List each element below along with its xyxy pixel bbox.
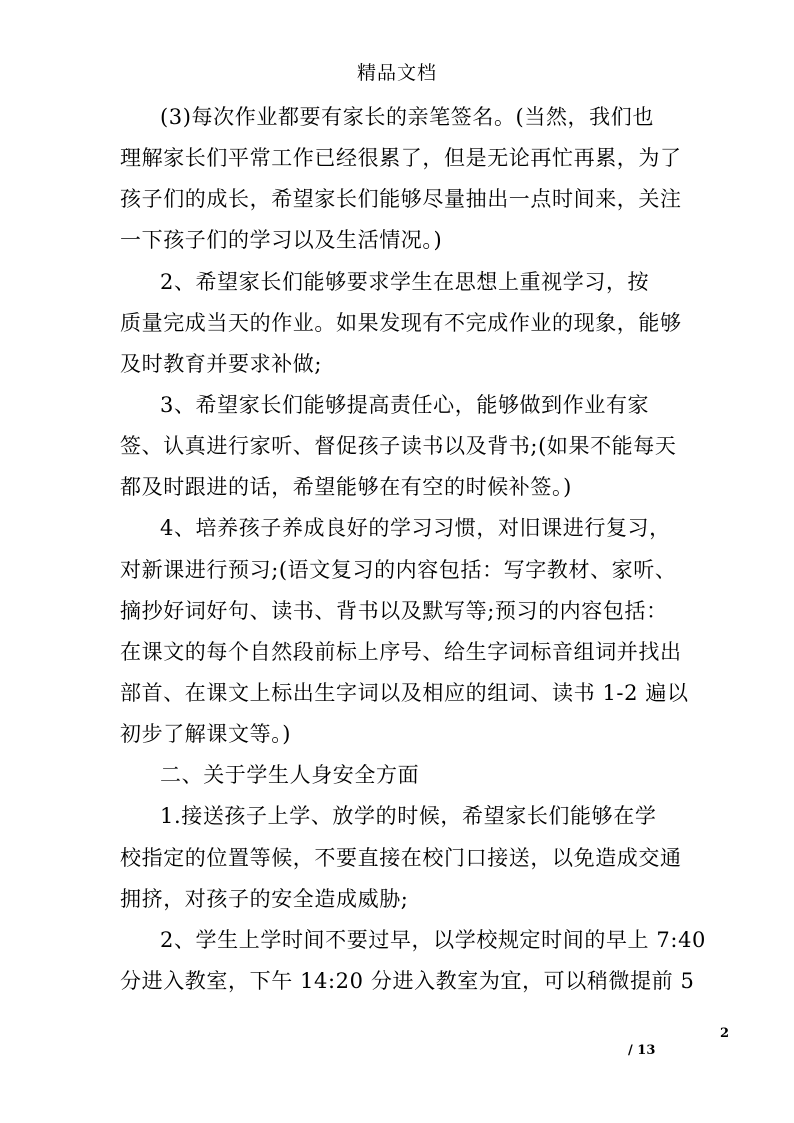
text-line: 在课文的每个自然段前标上序号、给生字词标音组词并找出 [120,640,682,664]
text-line: 3、希望家长们能够提高责任心，能够做到作业有家 [160,393,650,417]
text-line: 1.接送孩子上学、放学的时候，希望家长们能够在学 [160,804,657,828]
text-line: 都及时跟进的话，希望能够在有空的时候补签。) [120,475,572,499]
text-line: 2、希望家长们能够要求学生在思想上重视学习，按 [160,270,650,294]
text-line: 拥挤，对孩子的安全造成威胁; [120,887,409,911]
text-line: 校指定的位置等候，不要直接在校门口接送，以免造成交通 [120,846,682,870]
page-number: 2 [720,1026,730,1041]
text-line: 分进入教室，下午 14:20 分进入教室为宜，可以稍微提前 5 [120,969,695,993]
section-heading: 二、关于学生人身安全方面 [160,763,420,787]
text-line: 对新课进行预习;(语文复习的内容包括：写字教材、家听、 [120,558,677,582]
text-line: 初步了解课文等。) [120,722,292,746]
text-line: 孩子们的成长，希望家长们能够尽量抽出一点时间来，关注 [120,187,682,211]
text-line: 2、学生上学时间不要过早，以学校规定时间的早上 7:40 [160,928,706,952]
document-header-title: 精品文档 [356,62,437,84]
text-line: 摘抄好词好句、读书、背书以及默写等;预习的内容包括： [120,599,668,623]
text-line: (3)每次作业都要有家长的亲笔签名。(当然，我们也 [160,105,654,129]
text-line: 签、认真进行家听、督促孩子读书以及背书;(如果不能每天 [120,434,677,458]
text-line: 部首、在课文上标出生字词以及相应的组词、读书 1-2 遍以 [120,681,689,705]
text-line: 质量完成当天的作业。如果发现有不完成作业的现象，能够 [120,311,682,335]
text-line: 理解家长们平常工作已经很累了，但是无论再忙再累，为了 [120,146,682,170]
page-total: / 13 [628,1043,656,1058]
text-line: 4、培养孩子养成良好的学习习惯，对旧课进行复习， [160,516,671,540]
text-line: 及时教育并要求补做; [120,352,323,376]
text-line: 一下孩子们的学习以及生活情况。) [120,228,443,252]
